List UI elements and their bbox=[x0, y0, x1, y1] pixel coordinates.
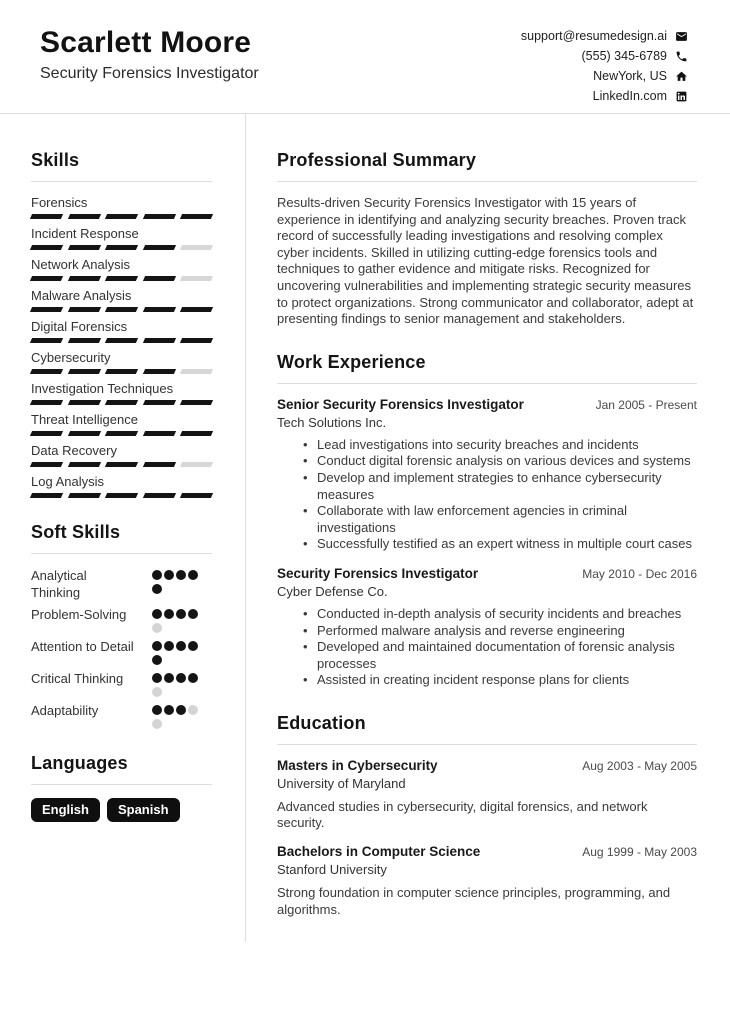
skill-level-segment bbox=[180, 214, 213, 219]
skill-level-segment bbox=[142, 245, 175, 250]
soft-skill-dot bbox=[164, 570, 174, 580]
skill-level-segment bbox=[180, 431, 213, 436]
skill-level-segment bbox=[30, 462, 63, 467]
skill-item bbox=[31, 350, 212, 374]
soft-skill-dot bbox=[176, 673, 186, 683]
soft-skill-dot bbox=[188, 673, 198, 683]
job-bullet: • Collaborate with law enforcement agencies in criminal investigations bbox=[303, 503, 697, 536]
job-bullet: • Conduct digital forensic analysis on various devices and systems bbox=[303, 453, 697, 470]
education-description: Strong foundation in computer science principles, programming, and algorithms. bbox=[277, 885, 671, 917]
summary-section bbox=[277, 150, 697, 328]
soft-skill-dot bbox=[152, 641, 162, 651]
skill-level-bar bbox=[31, 431, 212, 436]
skill-item bbox=[31, 381, 212, 405]
skill-name: Cybersecurity bbox=[31, 350, 111, 365]
skill-item bbox=[31, 226, 212, 250]
contact-location bbox=[521, 66, 688, 86]
skill-level-segment bbox=[30, 276, 63, 281]
job-title: Senior Security Forensics Investigator bbox=[277, 396, 524, 412]
soft-skill-item bbox=[31, 638, 212, 665]
job-bullet: • Conducted in-depth analysis of security incidents and breaches bbox=[303, 606, 697, 623]
soft-skill-dot bbox=[152, 609, 162, 619]
education-heading: Education bbox=[277, 713, 697, 745]
header bbox=[0, 0, 730, 114]
soft-skill-dot bbox=[152, 705, 162, 715]
education-school: Stanford University bbox=[277, 862, 387, 878]
soft-skill-name: Problem-Solving bbox=[31, 607, 127, 622]
contact-linkedin bbox=[521, 86, 688, 106]
skill-name: Data Recovery bbox=[31, 443, 117, 458]
job-entry-header bbox=[277, 397, 697, 412]
skill-name: Investigation Techniques bbox=[31, 381, 174, 396]
skill-item bbox=[31, 412, 212, 436]
skill-item bbox=[31, 288, 212, 312]
skill-level-segment bbox=[142, 307, 175, 312]
job-dates: Jan 2005 - Present bbox=[595, 397, 697, 412]
soft-skill-dot bbox=[152, 673, 162, 683]
soft-skill-dot bbox=[176, 641, 186, 651]
home-icon bbox=[675, 70, 688, 83]
skill-level-segment bbox=[67, 400, 100, 405]
skill-level-segment bbox=[142, 462, 175, 467]
soft-skill-dots bbox=[152, 606, 200, 633]
soft-skill-item bbox=[31, 702, 212, 729]
skill-level-bar bbox=[31, 276, 212, 281]
soft-skill-dot bbox=[152, 719, 162, 729]
job-bullet: • Develop and implement strategies to enhance cybersecurity measures bbox=[303, 470, 697, 503]
skill-level-segment bbox=[67, 369, 100, 374]
skill-level-segment bbox=[180, 338, 213, 343]
content-columns bbox=[0, 114, 730, 942]
education-school: University of Maryland bbox=[277, 775, 406, 791]
language-badge: Spanish bbox=[107, 798, 180, 822]
skill-level-segment bbox=[142, 400, 175, 405]
skill-item bbox=[31, 319, 212, 343]
skill-name: Digital Forensics bbox=[31, 319, 128, 334]
skill-level-segment bbox=[180, 462, 213, 467]
skill-level-segment bbox=[67, 493, 100, 498]
skill-level-segment bbox=[67, 214, 100, 219]
skill-level-segment bbox=[105, 245, 138, 250]
soft-skill-dot bbox=[152, 584, 162, 594]
job-bullet: • Developed and maintained documentation of forensic analysis processes bbox=[303, 639, 697, 672]
education-degree: Bachelors in Computer Science bbox=[277, 844, 481, 860]
soft-skill-dot bbox=[152, 687, 162, 697]
contact-phone-value: (555) 345-6789 bbox=[581, 49, 667, 63]
education-entry bbox=[277, 758, 697, 832]
soft-skill-dots bbox=[152, 702, 200, 729]
summary-text: Results-driven Security Forensics Investigator with 15 years of experience in identifying and analyzing security breaches. Proven track record of successfully leading investigations and resolving complex cyber incidents. Skilled in utilizing cutting-edge forensics tools and techniques to gather evidence and mitigate risks. Recognized for uncovering vulnerabilities and implementing strategic security measures to protect organizations. Strong communicator and collaborator, adept at presenting findings to senior management and stakeholders. bbox=[277, 195, 694, 327]
job-bullets bbox=[303, 437, 697, 553]
languages-heading: Languages bbox=[31, 753, 212, 785]
job-company: Tech Solutions Inc. bbox=[277, 414, 387, 430]
experience-section bbox=[277, 352, 697, 689]
soft-skill-dot bbox=[164, 641, 174, 651]
skill-level-segment bbox=[67, 245, 100, 250]
skill-level-segment bbox=[142, 493, 175, 498]
skill-level-bar bbox=[31, 369, 212, 374]
soft-skill-dot bbox=[188, 609, 198, 619]
education-entry bbox=[277, 844, 697, 918]
skill-level-segment bbox=[142, 338, 175, 343]
soft-skill-dot bbox=[188, 641, 198, 651]
job-entry bbox=[277, 566, 697, 689]
skill-level-segment bbox=[30, 214, 63, 219]
envelope-icon bbox=[675, 30, 688, 43]
contact-block bbox=[521, 26, 688, 113]
skill-item bbox=[31, 443, 212, 467]
skill-name: Forensics bbox=[31, 195, 88, 210]
skill-level-segment bbox=[142, 431, 175, 436]
skill-name: Threat Intelligence bbox=[31, 412, 138, 427]
skill-level-segment bbox=[105, 462, 138, 467]
skill-item bbox=[31, 195, 212, 219]
skill-name: Malware Analysis bbox=[31, 288, 132, 303]
job-bullet: • Successfully testified as an expert witness in multiple court cases bbox=[303, 536, 697, 553]
skills-heading: Skills bbox=[31, 150, 212, 182]
soft-skill-dots bbox=[152, 670, 200, 697]
skill-level-segment bbox=[105, 338, 138, 343]
skill-level-segment bbox=[105, 276, 138, 281]
soft-skill-dots bbox=[152, 567, 200, 594]
contact-location-value: NewYork, US bbox=[593, 69, 667, 83]
skill-level-segment bbox=[67, 276, 100, 281]
skill-item bbox=[31, 474, 212, 498]
soft-skill-name: Attention to Detail bbox=[31, 639, 134, 654]
skill-level-segment bbox=[105, 400, 138, 405]
job-company: Cyber Defense Co. bbox=[277, 583, 388, 599]
experience-heading: Work Experience bbox=[277, 352, 697, 384]
soft-skill-item bbox=[31, 606, 212, 633]
soft-skill-dot bbox=[164, 609, 174, 619]
skill-level-bar bbox=[31, 245, 212, 250]
skill-level-segment bbox=[67, 431, 100, 436]
soft-skill-dot bbox=[176, 609, 186, 619]
soft-skill-dot bbox=[188, 705, 198, 715]
contact-email-value: support@resumedesign.ai bbox=[520, 29, 667, 43]
soft-skill-dot bbox=[164, 705, 174, 715]
skills-list bbox=[31, 195, 212, 498]
skill-level-bar bbox=[31, 462, 212, 467]
soft-skill-dot bbox=[176, 705, 186, 715]
skill-level-segment bbox=[105, 431, 138, 436]
soft-skill-dot bbox=[188, 570, 198, 580]
education-entry-header bbox=[277, 844, 697, 859]
job-bullet: • Performed malware analysis and reverse engineering bbox=[303, 623, 697, 640]
person-job-title: Security Forensics Investigator bbox=[40, 65, 259, 82]
jobs-list bbox=[277, 397, 697, 689]
skill-level-bar bbox=[31, 214, 212, 219]
job-bullets bbox=[303, 606, 697, 689]
skill-level-segment bbox=[67, 307, 100, 312]
job-entry bbox=[277, 397, 697, 553]
job-bullet: • Lead investigations into security breaches and incidents bbox=[303, 437, 697, 454]
skill-level-segment bbox=[30, 245, 63, 250]
education-section bbox=[277, 713, 697, 918]
soft-skill-name: Adaptability bbox=[31, 703, 99, 718]
soft-skill-item bbox=[31, 567, 212, 601]
language-badges bbox=[31, 798, 212, 822]
skill-level-segment bbox=[30, 369, 63, 374]
education-dates: Aug 1999 - May 2003 bbox=[582, 845, 697, 860]
skills-section bbox=[31, 150, 212, 498]
education-degree: Masters in Cybersecurity bbox=[277, 757, 438, 773]
skill-level-bar bbox=[31, 400, 212, 405]
linkedin-icon bbox=[675, 90, 688, 103]
skill-level-segment bbox=[67, 462, 100, 467]
education-entry-header bbox=[277, 758, 697, 773]
skill-level-segment bbox=[30, 493, 63, 498]
skill-level-segment bbox=[180, 400, 213, 405]
skill-level-segment bbox=[142, 369, 175, 374]
main-column bbox=[246, 114, 730, 942]
skill-level-segment bbox=[30, 338, 63, 343]
skill-level-segment bbox=[180, 493, 213, 498]
job-dates: May 2010 - Dec 2016 bbox=[582, 566, 697, 581]
skill-level-segment bbox=[180, 245, 213, 250]
skill-level-segment bbox=[142, 276, 175, 281]
soft-skill-dot bbox=[152, 570, 162, 580]
languages-section bbox=[31, 753, 212, 822]
skill-level-bar bbox=[31, 493, 212, 498]
soft-skill-dot bbox=[176, 570, 186, 580]
skill-level-segment bbox=[180, 276, 213, 281]
contact-linkedin-value: LinkedIn.com bbox=[592, 89, 667, 103]
skill-level-segment bbox=[67, 338, 100, 343]
skill-level-segment bbox=[30, 431, 63, 436]
soft-skill-dot bbox=[152, 623, 162, 633]
education-list bbox=[277, 758, 697, 918]
skill-level-segment bbox=[142, 214, 175, 219]
skill-level-bar bbox=[31, 307, 212, 312]
sidebar bbox=[0, 114, 246, 942]
skill-level-segment bbox=[180, 369, 213, 374]
soft-skills-list bbox=[31, 567, 212, 729]
soft-skill-name: Analytical Thinking bbox=[31, 568, 87, 600]
skill-level-bar bbox=[31, 338, 212, 343]
skill-item bbox=[31, 257, 212, 281]
skill-level-segment bbox=[180, 307, 213, 312]
soft-skill-dot bbox=[152, 655, 162, 665]
skill-level-segment bbox=[105, 493, 138, 498]
education-dates: Aug 2003 - May 2005 bbox=[582, 758, 697, 773]
person-name: Scarlett Moore bbox=[40, 26, 252, 59]
language-badge: English bbox=[31, 798, 100, 822]
skill-name: Incident Response bbox=[31, 226, 139, 241]
phone-icon bbox=[675, 50, 688, 63]
soft-skill-dots bbox=[152, 638, 200, 665]
soft-skill-dot bbox=[164, 673, 174, 683]
job-entry-header bbox=[277, 566, 697, 581]
contact-email bbox=[521, 26, 688, 46]
contact-phone bbox=[521, 46, 688, 66]
skill-level-segment bbox=[105, 369, 138, 374]
skill-name: Network Analysis bbox=[31, 257, 130, 272]
skill-level-segment bbox=[30, 307, 63, 312]
summary-heading: Professional Summary bbox=[277, 150, 697, 182]
soft-skills-heading: Soft Skills bbox=[31, 522, 212, 554]
skill-level-segment bbox=[105, 214, 138, 219]
soft-skill-name: Critical Thinking bbox=[31, 671, 124, 686]
education-description: Advanced studies in cybersecurity, digital forensics, and network security. bbox=[277, 798, 648, 831]
soft-skill-item bbox=[31, 670, 212, 697]
header-identity bbox=[40, 26, 259, 113]
job-title: Security Forensics Investigator bbox=[277, 565, 479, 581]
job-bullet: • Assisted in creating incident response plans for clients bbox=[303, 672, 697, 689]
skill-level-segment bbox=[105, 307, 138, 312]
skill-name: Log Analysis bbox=[31, 474, 104, 489]
skill-level-segment bbox=[30, 400, 63, 405]
soft-skills-section bbox=[31, 522, 212, 729]
